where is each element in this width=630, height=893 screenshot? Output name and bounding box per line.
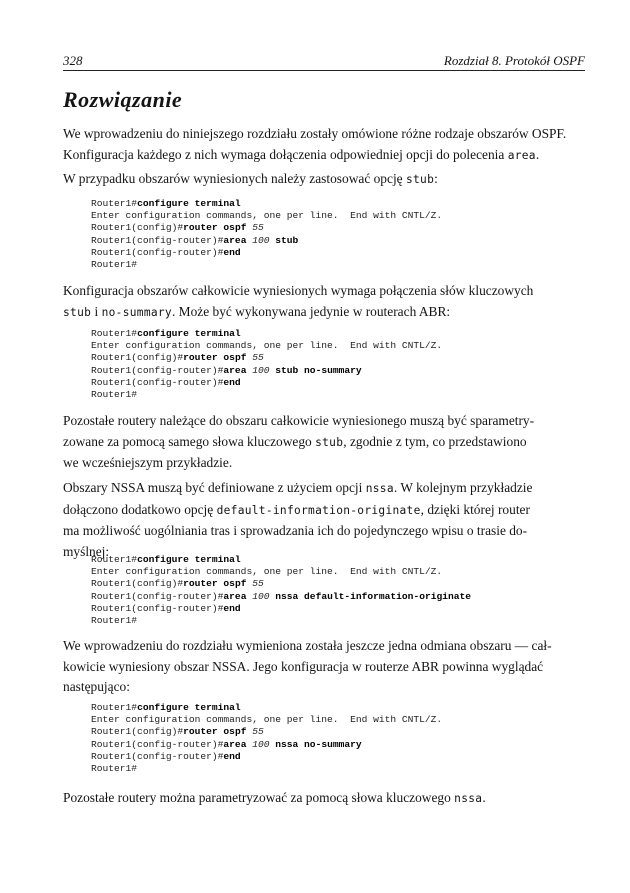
code-line: Router1# xyxy=(91,259,138,271)
inline-code: stub xyxy=(405,173,435,186)
code-line: Router1#configure terminal xyxy=(91,328,241,339)
inline-code: stub xyxy=(315,435,344,449)
text-line: następująco: xyxy=(63,679,130,694)
text-line: ma możliwość uogólniania tras i sprowadzania ich do pojedynczego wpisu o trasie do- xyxy=(63,523,528,538)
text-line: Pozostałe routery należące do obszaru całkowicie wyniesionego muszą być sparametry- xyxy=(63,413,535,428)
code-line: Router1(config-router)#end xyxy=(91,750,241,762)
paragraph-other-routers xyxy=(63,411,585,474)
text-line: myślnej: xyxy=(63,543,110,559)
text-line: dołączono dodatkowo opcję default-information-originate, dzięki której router xyxy=(63,501,530,517)
section-title: Rozwiązanie xyxy=(63,87,183,112)
code-line: Router1(config)#router ospf 55 xyxy=(91,352,264,364)
page-number: 328 xyxy=(63,53,83,68)
code-line: Router1# xyxy=(91,389,138,401)
chapter-title: Rozdział 8. Protokół OSPF xyxy=(443,53,585,68)
text-line: Konfiguracja obszarów całkowicie wyniesionych wymaga połączenia słów kluczowych xyxy=(63,283,534,298)
paragraph-totally-nssa xyxy=(63,636,585,698)
text-line: stub i no-summary. Może być wykonywana jedynie w routerach ABR: xyxy=(63,303,451,319)
code-line: Router1# xyxy=(91,763,138,775)
code-line: Router1(config-router)#area 100 stub xyxy=(91,234,299,246)
code-block-stub xyxy=(91,198,442,271)
paragraph-intro xyxy=(63,124,585,166)
text-line: Pozostałe routery można parametryzować za pomocą słowa kluczowego nssa. xyxy=(63,790,486,805)
code-line: Router1(config-router)#end xyxy=(91,602,241,614)
code-line: Enter configuration commands, one per line. End with CNTL/Z. xyxy=(91,566,443,578)
code-line: Router1(config-router)#end xyxy=(91,376,241,388)
code-line: Enter configuration commands, one per line. End with CNTL/Z. xyxy=(91,714,443,726)
code-line: Router1(config-router)#area 100 stub no-summary xyxy=(91,364,362,376)
code-line: Router1#configure terminal xyxy=(91,702,241,713)
code-line: Enter configuration commands, one per line. End with CNTL/Z. xyxy=(91,340,443,352)
code-line: Router1#configure terminal xyxy=(91,554,241,565)
inline-code: no-summary xyxy=(101,305,172,319)
text-line: Obszary NSSA muszą być definiowane z użyciem opcji nssa. W kolejnym przykładzie xyxy=(63,480,533,495)
inline-code: default-information-originate xyxy=(216,503,421,517)
code-block-totally-nssa xyxy=(91,702,442,775)
paragraph-nssa xyxy=(63,478,585,562)
code-line: Router1(config)#router ospf 55 xyxy=(91,726,264,738)
code-block-nssa xyxy=(91,554,471,627)
text-line: kowicie wyniesiony obszar NSSA. Jego konfiguracja w routerze ABR powinna wyglądać xyxy=(63,658,544,674)
text-line: zowane za pomocą samego słowa kluczowego stub, zgodnie z tym, co przedstawiono xyxy=(63,433,527,449)
paragraph-totally-stubby xyxy=(63,281,585,323)
text-line: We wprowadzeniu do rozdziału wymieniona została jeszcze jedna odmiana obszaru — cał- xyxy=(63,638,552,653)
paragraph-stub xyxy=(63,169,585,191)
inline-code: nssa xyxy=(454,792,483,805)
code-line: Router1(config-router)#area 100 nssa no-summary xyxy=(91,738,362,750)
code-block-totally-stubby xyxy=(91,328,442,401)
code-line: Enter configuration commands, one per line. End with CNTL/Z. xyxy=(91,210,443,222)
header-rule xyxy=(63,70,585,71)
text-line: we wcześniejszym przykładzie. xyxy=(63,455,233,470)
code-line: Router1(config)#router ospf 55 xyxy=(91,578,264,590)
inline-code: area xyxy=(507,148,536,162)
code-line: Router1#configure terminal xyxy=(91,198,241,209)
inline-code: nssa xyxy=(365,482,394,495)
running-header xyxy=(63,53,585,69)
code-line: Router1# xyxy=(91,615,138,627)
code-line: Router1(config-router)#end xyxy=(91,246,241,258)
text-line: Konfiguracja każdego z nich wymaga dołączenia odpowiedniej opcji do polecenia area. xyxy=(63,146,540,162)
code-line: Router1(config-router)#area 100 nssa default-information-originate xyxy=(91,590,472,602)
paragraph-nssa-other xyxy=(63,788,585,810)
text-line: We wprowadzeniu do niniejszego rozdziału zostały omówione różne rodzaje obszarów OSPF. xyxy=(63,126,567,141)
code-line: Router1(config)#router ospf 55 xyxy=(91,222,264,234)
text-line: W przypadku obszarów wyniesionych należy zastosować opcję stub: xyxy=(63,171,438,186)
inline-code: stub xyxy=(63,305,92,319)
